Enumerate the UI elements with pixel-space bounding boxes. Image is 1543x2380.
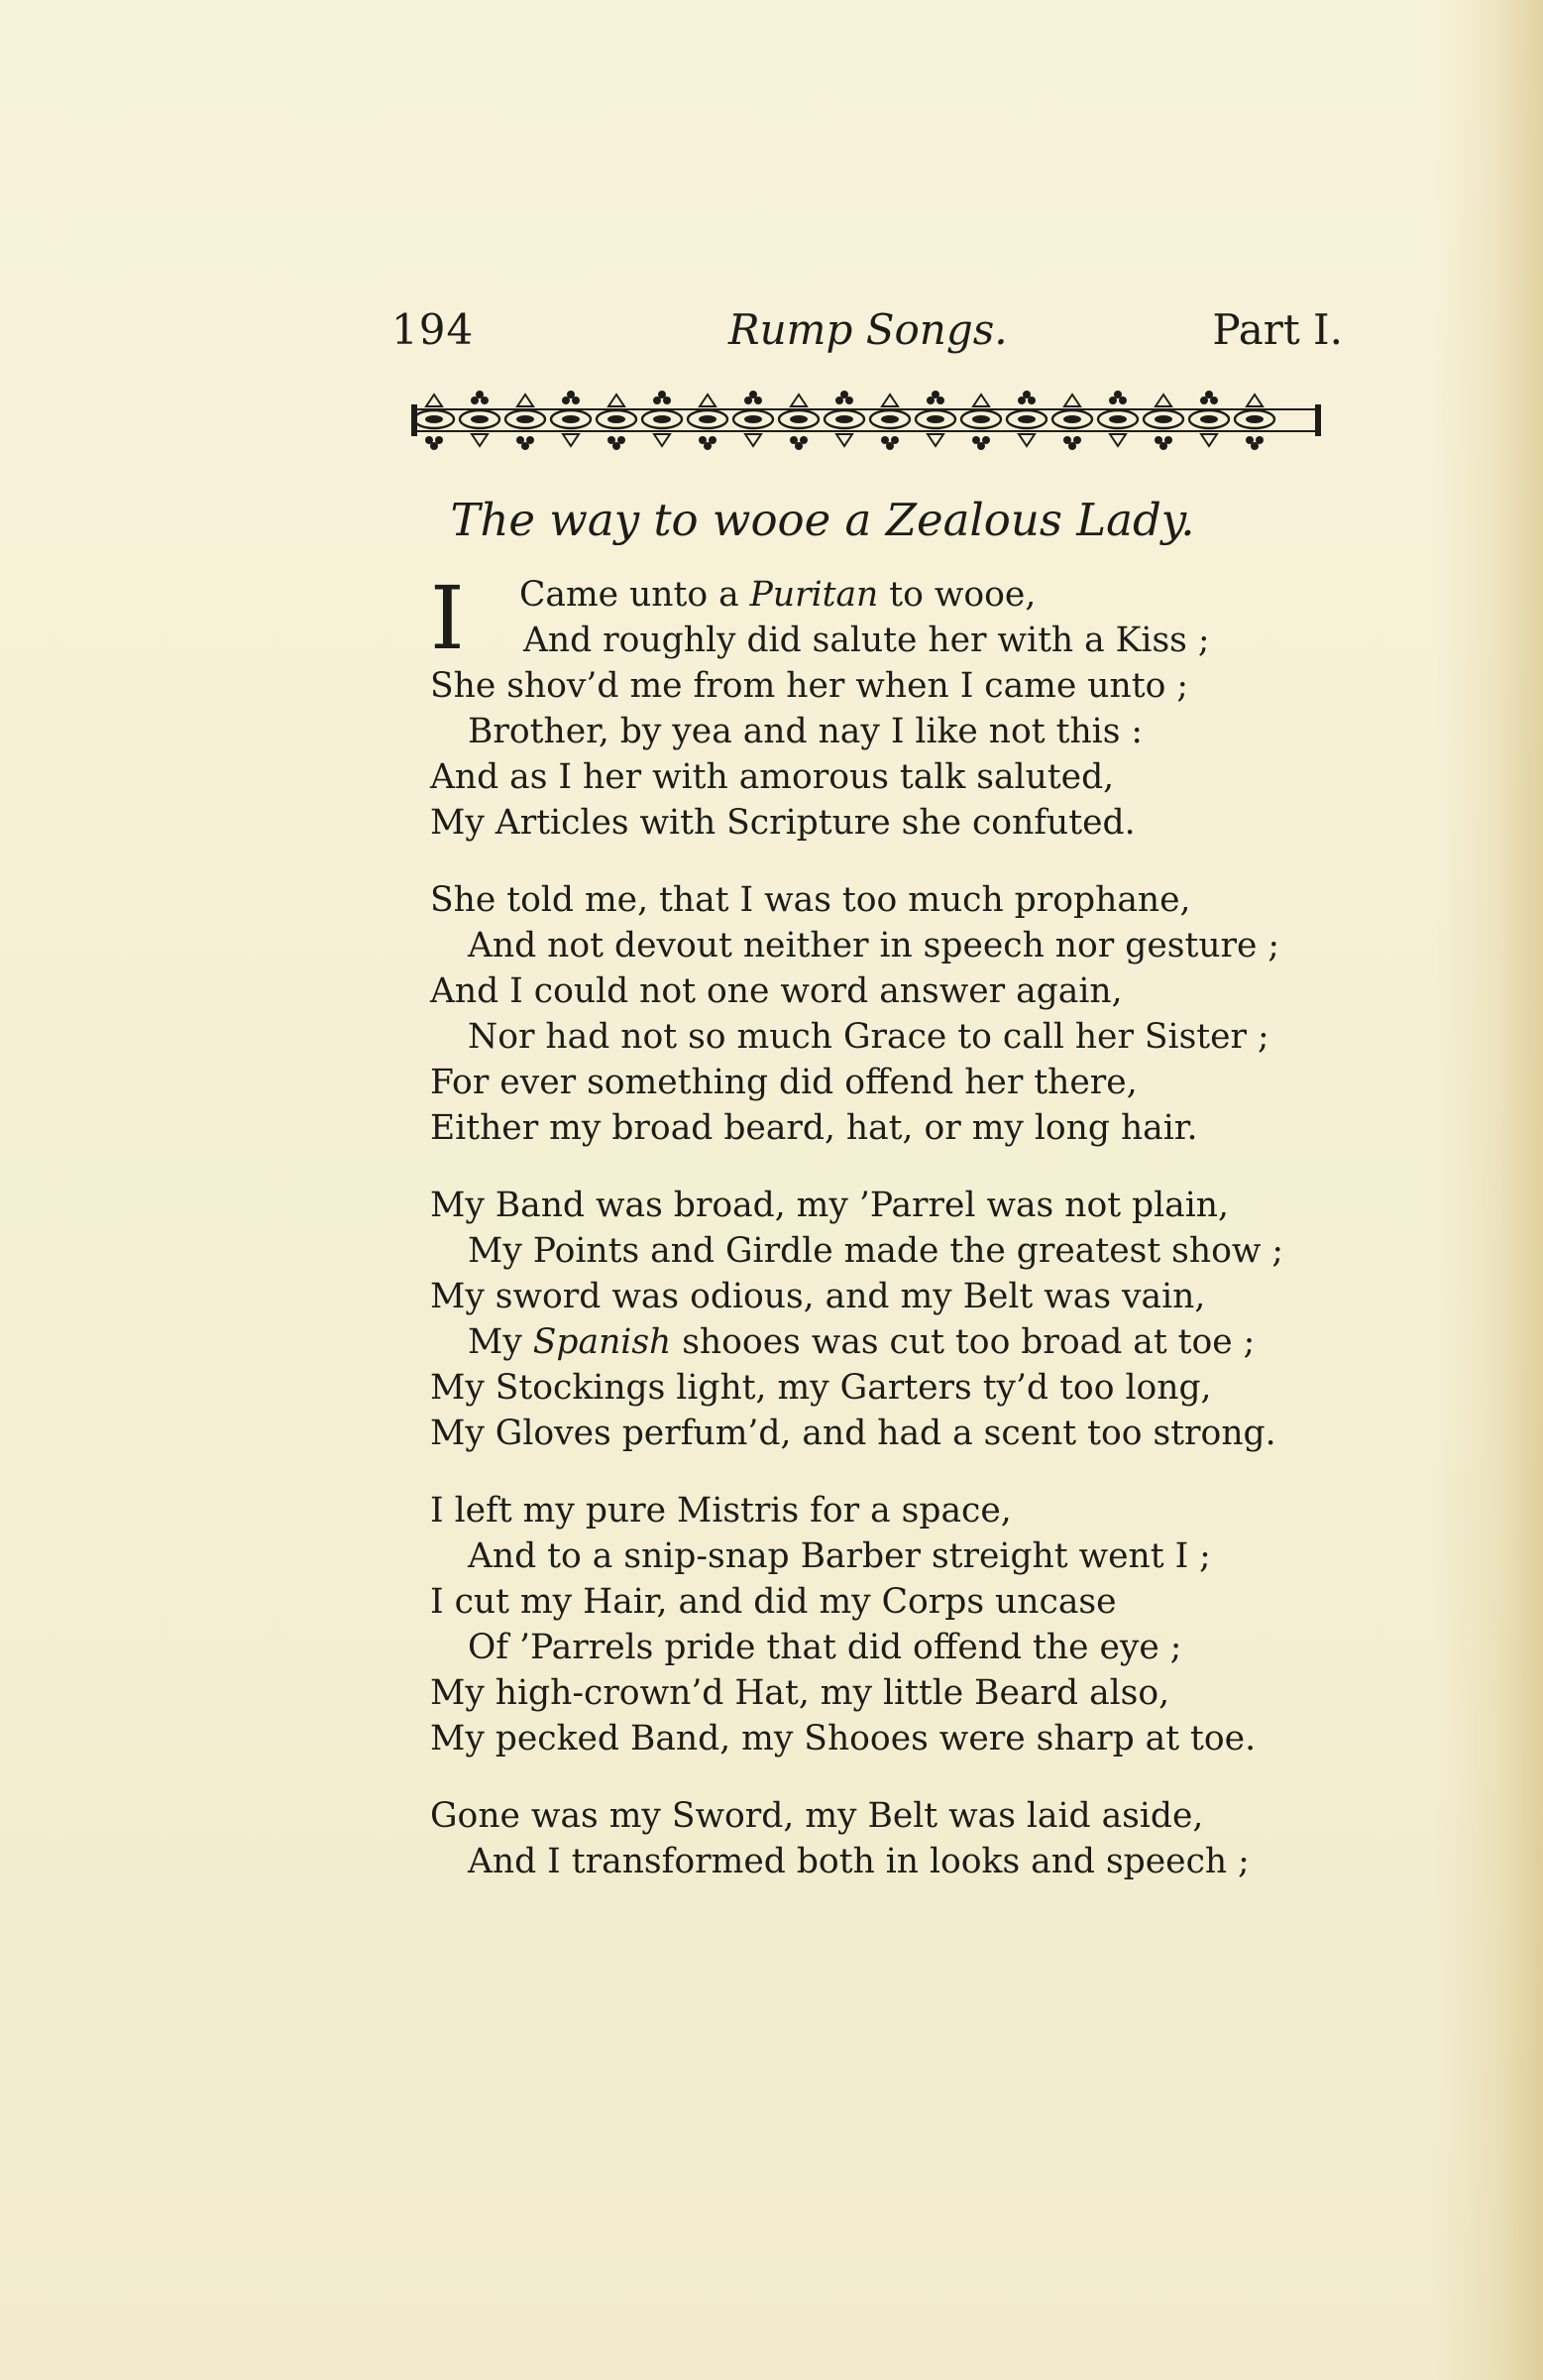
running-head — [391, 295, 1343, 365]
ornament-piece — [653, 415, 671, 423]
line-text: Came unto a — [519, 575, 750, 615]
part-label: Part I. — [1212, 305, 1343, 354]
poem-line: I left my pure Mistris for a space, — [430, 1491, 1012, 1530]
ornament-piece — [699, 415, 716, 423]
poem-line: My high-crown’d Hat, my little Beard also, — [430, 1673, 1170, 1713]
ornament-piece — [836, 434, 852, 446]
ornament-piece — [1159, 442, 1167, 450]
ornament-piece — [608, 395, 624, 406]
ornament-piece — [700, 395, 716, 406]
ornament-piece — [612, 442, 620, 450]
ornament-piece — [1156, 395, 1171, 406]
ornament-piece — [886, 442, 894, 450]
ornament-piece — [1205, 391, 1213, 398]
poem-line: Either my broad beard, hat, or my long hair. — [430, 1108, 1198, 1148]
poem-line: And to a snip-snap Barber streight went I ; — [468, 1536, 1211, 1576]
ornament-piece — [1109, 415, 1127, 423]
ornament-piece — [411, 404, 417, 436]
line-text: shooes was cut too broad at toe ; — [671, 1322, 1256, 1362]
ornament-piece — [932, 391, 939, 398]
italic-word: Spanish — [532, 1322, 672, 1362]
decorative-headband — [411, 387, 1321, 452]
poem-line: Brother, by yea and nay I like not this : — [468, 712, 1144, 751]
ornament-piece — [790, 415, 808, 423]
ornament-piece — [972, 415, 990, 423]
ornament-piece — [973, 395, 989, 406]
ornament-piece — [1114, 391, 1122, 398]
poem-line: She told me, that I was too much prophane, — [430, 880, 1191, 920]
poem-line — [430, 1319, 1322, 1365]
ornament-piece — [567, 391, 575, 398]
poem-line: And as I her with amorous talk saluted, — [430, 757, 1115, 797]
ornament-piece — [471, 415, 489, 423]
ornament-piece — [562, 415, 580, 423]
poem-line: Of ’Parrels pride that did offend the eye ; — [468, 1628, 1182, 1667]
ornament-piece — [927, 415, 944, 423]
poem-line: And roughly did salute her with a Kiss ; — [523, 621, 1210, 660]
ornament-piece — [1200, 415, 1218, 423]
poem-line: And not devout neither in speech nor gesture ; — [468, 926, 1280, 965]
poem-line: Gone was my Sword, my Belt was laid aside, — [430, 1796, 1204, 1836]
ornament-piece — [1201, 434, 1217, 446]
ornament-piece — [749, 391, 757, 398]
poem-line: I cut my Hair, and did my Corps uncase — [430, 1582, 1117, 1622]
ornament-piece — [1155, 415, 1172, 423]
poem-line: And I could not one word answer again, — [430, 971, 1123, 1011]
ornament-piece — [1246, 415, 1264, 423]
ornament-piece — [1019, 434, 1035, 446]
poem-line: My Band was broad, my ’Parrel was not plain, — [430, 1186, 1229, 1225]
running-title: Rump Songs. — [728, 305, 1008, 354]
line-text: to wooe, — [878, 575, 1037, 615]
ornament-piece — [1018, 415, 1036, 423]
italic-word: Puritan — [749, 575, 879, 615]
ornament-piece — [521, 442, 529, 450]
ornament-piece — [1023, 391, 1031, 398]
ornament-piece — [882, 395, 898, 406]
ornament-piece — [704, 442, 712, 450]
poem-line: And I transformed both in looks and speech ; — [468, 1842, 1250, 1881]
poem-line: My Points and Girdle made the greatest show ; — [468, 1231, 1283, 1271]
ornament-piece — [516, 415, 534, 423]
poem-line: For ever something did offend her there, — [430, 1063, 1138, 1102]
ornament-piece — [607, 415, 625, 423]
ornament-piece — [1110, 434, 1126, 446]
ornament-piece — [563, 434, 579, 446]
ornament-piece — [1315, 404, 1321, 436]
ornament-piece — [411, 408, 1321, 410]
ornament-piece — [1068, 442, 1076, 450]
page-number: 194 — [391, 305, 475, 354]
ornament-piece — [977, 442, 985, 450]
ornament-piece — [840, 391, 848, 398]
ornament-piece — [835, 415, 853, 423]
ornament-piece — [426, 395, 442, 406]
ornament-piece — [658, 391, 666, 398]
poem-line: My Stockings light, my Garters ty’d too long, — [430, 1368, 1212, 1408]
ornament-piece — [795, 442, 803, 450]
stanza — [430, 1793, 1322, 1884]
poem-line: Nor had not so much Grace to call her Sister ; — [468, 1017, 1269, 1057]
ornament-piece — [425, 415, 443, 423]
stanza — [430, 877, 1322, 1151]
poem-line: My pecked Band, my Shooes were sharp at toe. — [430, 1719, 1257, 1758]
ornament-piece — [928, 434, 943, 446]
ornament-piece — [1247, 395, 1263, 406]
poem-line: My sword was odious, and my Belt was vain, — [430, 1277, 1206, 1316]
ornament-piece — [1251, 442, 1259, 450]
poem-line: She shov’d me from her when I came unto ; — [430, 666, 1188, 706]
stanza — [430, 1488, 1322, 1761]
drop-cap: I — [430, 567, 465, 669]
ornament-piece — [654, 434, 670, 446]
ornament-piece — [411, 430, 1321, 432]
stanza — [430, 1183, 1322, 1456]
poem-line: My Articles with Scripture she confuted. — [430, 803, 1136, 843]
ornament-piece — [517, 395, 533, 406]
ornament-piece — [881, 415, 899, 423]
poem-title: The way to wooe a Zealous Lady. — [450, 494, 1195, 546]
line-text: My — [468, 1322, 533, 1362]
poem-line: My Gloves perfum’d, and had a scent too strong. — [430, 1414, 1276, 1453]
ornament-piece — [745, 434, 761, 446]
ornament-piece — [1063, 415, 1081, 423]
ornament-piece — [744, 415, 762, 423]
poem-body — [430, 567, 1322, 1916]
ornament-piece — [1064, 395, 1080, 406]
stanza — [430, 567, 1322, 846]
ornament-piece — [476, 391, 484, 398]
ornament-piece — [430, 442, 438, 450]
ornament-piece — [472, 434, 488, 446]
ornament-piece — [791, 395, 807, 406]
